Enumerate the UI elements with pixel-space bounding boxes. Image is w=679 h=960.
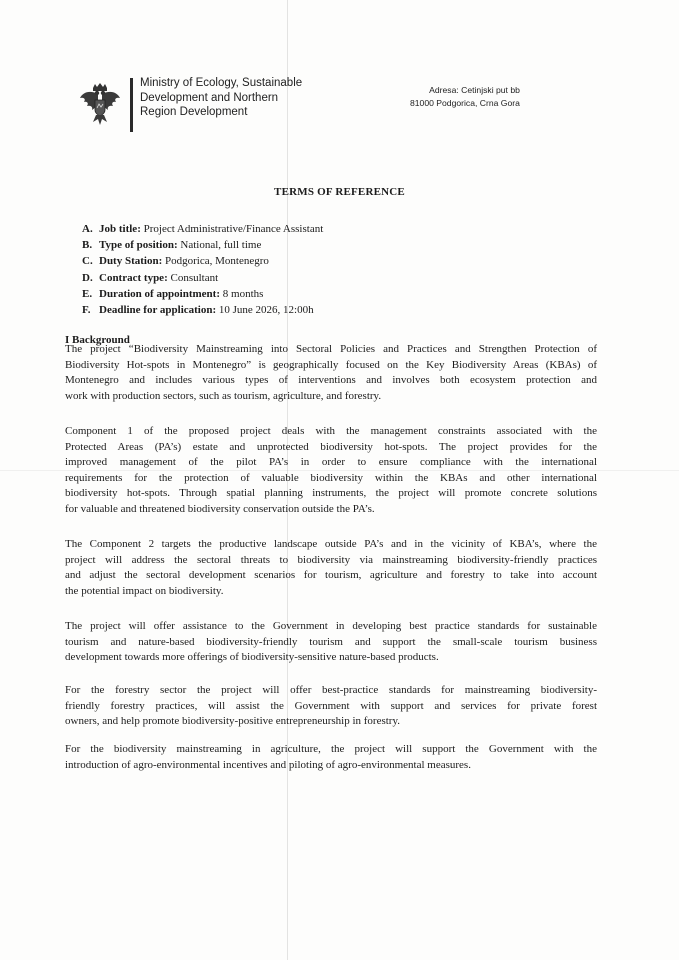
paragraph-line: work with production sectors, such as tourism, agriculture, and forestry. <box>65 389 382 402</box>
ministry-name-line: Region Development <box>140 106 248 118</box>
paragraph-project-overview <box>65 342 597 404</box>
document-title: TERMS OF REFERENCE <box>274 186 405 198</box>
info-letter: E. <box>82 287 93 300</box>
paragraph-line: improved management of the pilot PA’s in order to ensure compliance with the international <box>65 456 597 469</box>
position-info-list <box>82 221 323 318</box>
info-item-duration <box>82 286 323 302</box>
info-label: Job title: <box>99 223 141 235</box>
paragraph-line: Protected Areas (PA’s) estate and unprotected biodiversity hot-spots. The project provides for the <box>65 440 597 453</box>
paragraph-component-2 <box>65 537 597 599</box>
info-letter: C. <box>82 255 93 268</box>
info-value: Podgorica, Montenegro <box>162 255 269 268</box>
info-value: 8 months <box>220 287 264 300</box>
paragraph-line: project will address the sectoral threats to biodiversity via mainstreaming biodiversity-friendly practices <box>65 553 597 566</box>
info-value: Project Administrative/Finance Assistant <box>140 223 324 235</box>
info-item-deadline <box>82 302 323 318</box>
paragraph-line: Component 1 of the proposed project deals with the management constraints associated with the <box>65 425 597 437</box>
info-label: Type of position: <box>99 239 178 252</box>
paragraph-line: Montenegro and includes various types of interventions and involves both ecosystem protection and <box>65 374 597 387</box>
paragraph-tourism <box>65 619 597 666</box>
paragraph-line: friendly forestry practices, will assist the Government with support and services for private forest <box>65 699 597 712</box>
paragraph-line: The project will offer assistance to the Government in developing best practice standards for sustainable <box>65 620 597 632</box>
ministry-name-line: Development and Northern <box>140 91 279 104</box>
ministry-name-line: Ministry of Ecology, Sustainable <box>140 77 303 89</box>
info-value: Consultant <box>167 271 219 284</box>
paragraph-line: For the biodiversity mainstreaming in agriculture, the project will support the Government with the <box>65 743 597 755</box>
ministry-address <box>410 84 520 109</box>
info-label: Duty Station: <box>99 255 163 268</box>
paragraph-line: the potential impact on biodiversity. <box>65 584 224 597</box>
letterhead <box>78 76 638 136</box>
paragraph-line: tourism and nature-based biodiversity-friendly tourism and support the small-scale tourism business <box>65 635 597 648</box>
ministry-name <box>140 76 302 120</box>
info-letter: B. <box>82 239 93 252</box>
letterhead-divider <box>130 78 133 132</box>
paragraph-line: For the forestry sector the project will offer best-practice standards for mainstreaming biodiversity- <box>65 684 597 696</box>
section-heading-background: I Background <box>65 334 130 346</box>
paragraph-agriculture <box>65 742 597 773</box>
paragraph-line: requirements for the protection of valuable biodiversity within the KBAs and other international <box>65 471 597 484</box>
paragraph-forestry <box>65 683 597 730</box>
paragraph-component-1 <box>65 424 597 518</box>
paragraph-line: Biodiversity Hot-spots in Montenegro” is geographically focused on the Key Biodiversity Areas (KBAs) of <box>65 358 597 371</box>
paragraph-line: biodiversity hot-spots. Through spatial planning instruments, the project will promote concrete solutions <box>65 487 597 500</box>
info-value: 10 June 2026, 12:00h <box>216 303 314 316</box>
info-label: Contract type: <box>99 271 168 284</box>
info-letter: F. <box>82 303 91 316</box>
paragraph-line: owners, and help promote biodiversity-positive entrepreneurship in forestry. <box>65 715 401 728</box>
paragraph-line: The project “Biodiversity Mainstreaming into Sectoral Policies and Practices and Strengthen Protection of <box>65 343 597 355</box>
paragraph-line: introduction of agro-environmental incentives and piloting of agro-environmental measures. <box>65 758 471 771</box>
montenegro-coat-of-arms-icon <box>78 82 122 128</box>
paragraph-line: for valuable and threatened biodiversity conservation outside the PA’s. <box>65 502 375 515</box>
paragraph-line: and adjust the sectoral development scenarios for tourism, agriculture and forestry to take into account <box>65 569 597 582</box>
info-item-duty-station <box>82 253 323 269</box>
info-value: National, full time <box>177 239 262 252</box>
info-letter: A. <box>82 223 93 235</box>
paragraph-line: development towards more offerings of biodiversity-sensitive nature-based products. <box>65 651 439 664</box>
info-item-contract-type <box>82 270 323 286</box>
address-line: 81000 Podgorica, Crna Gora <box>410 97 520 108</box>
address-line: Adresa: Cetinjski put bb <box>429 85 520 95</box>
info-item-type-of-position <box>82 237 323 253</box>
info-item-job-title <box>82 221 323 237</box>
info-label: Deadline for application: <box>99 303 217 316</box>
info-letter: D. <box>82 271 93 284</box>
paragraph-line: The Component 2 targets the productive landscape outside PA’s and in the vicinity of KBA’s, where the <box>65 538 597 550</box>
info-label: Duration of appointment: <box>99 287 221 300</box>
